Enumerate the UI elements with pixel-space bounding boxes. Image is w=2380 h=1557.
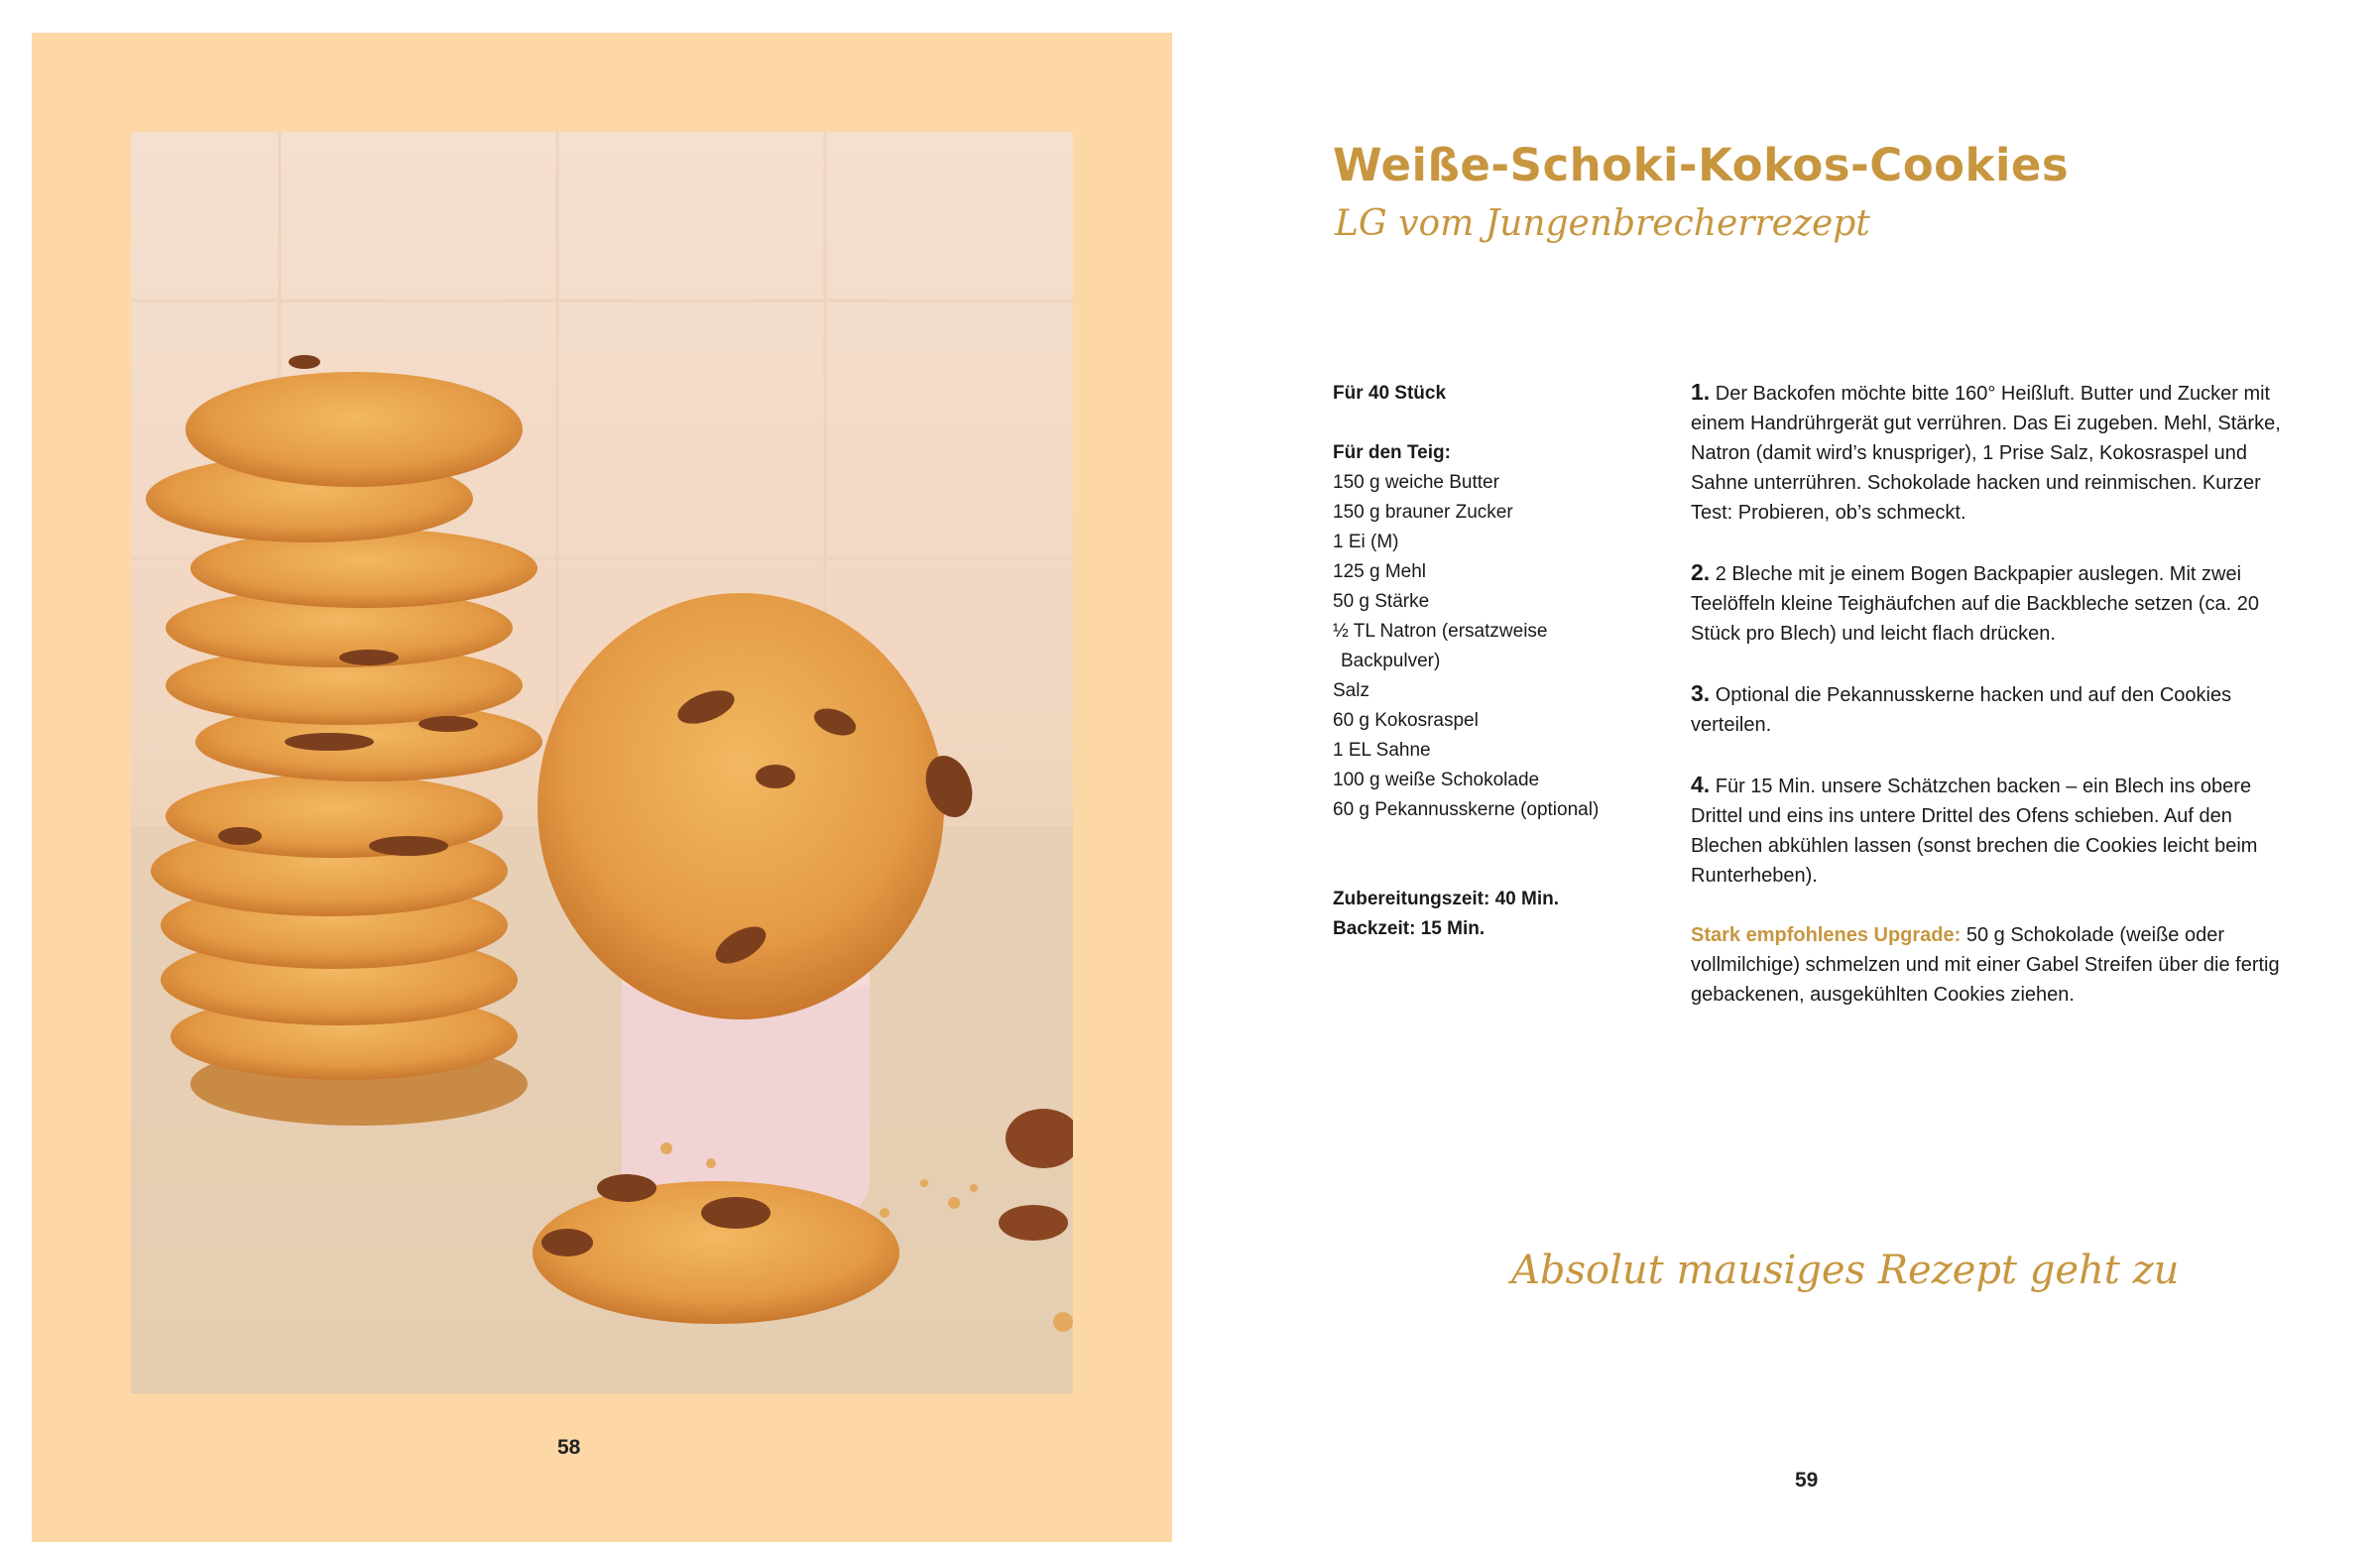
yield-line: Für 40 Stück xyxy=(1333,383,1447,404)
step-4 xyxy=(1691,770,2286,891)
ingredient-item: 60 g Kokosraspel xyxy=(1333,710,1479,731)
step-text: Der Backofen möchte bitte 160° Heißluft. Butter und Zucker mit einem Handrührgerät gut verrühren. Das Ei zugeben. Mehl, Stärke, Natron (damit wird’s knuspriger), 1 Prise Salz, Kokosraspel und Sahne unterrühren. Schokolade hacken und reinmischen. Kurzer Test: Probieren, ob’s schmeckt. xyxy=(1691,383,2281,524)
upgrade-tip xyxy=(1691,920,2286,1010)
ingredient-item: 100 g weiße Schokolade xyxy=(1333,770,1540,790)
ingredient-item: Backpulver) xyxy=(1341,651,1441,671)
instructions-column xyxy=(1691,377,2286,1039)
left-page xyxy=(32,33,1172,1542)
step-number: 2. xyxy=(1691,559,1711,585)
ingredient-list xyxy=(1333,468,1630,825)
ingredient-item: 50 g Stärke xyxy=(1333,591,1430,612)
step-number: 4. xyxy=(1691,772,1711,797)
upgrade-label: Stark empfohlenes Upgrade: xyxy=(1691,924,1962,946)
step-number: 3. xyxy=(1691,680,1711,706)
closing-note: Absolut mausiges Rezept geht zu xyxy=(1511,1248,2180,1293)
step-text: 2 Bleche mit je einem Bogen Backpapier auslegen. Mit zwei Teelöffeln kleine Teighäufchen auf die Backbleche setzen (ca. 20 Stück pro Blech) und leicht flach drücken. xyxy=(1691,563,2259,645)
cookie-photo xyxy=(131,132,1073,1393)
ingredient-item: Salz xyxy=(1333,680,1369,701)
step-number: 1. xyxy=(1691,379,1711,405)
step-2 xyxy=(1691,557,2286,649)
step-text: Optional die Pekannusskerne hacken und auf den Cookies verteilen. xyxy=(1691,684,2232,736)
ingredient-item: 150 g brauner Zucker xyxy=(1333,502,1513,523)
recipe-title: Weiße-Schoki-Kokos-Cookies xyxy=(1333,139,2070,191)
ingredient-item: ½ TL Natron (ersatzweise xyxy=(1333,621,1548,642)
recipe-subtitle: LG vom Jungenbrecherrezept xyxy=(1335,203,1870,244)
step-text: Für 15 Min. unsere Schätzchen backen – ein Blech ins obere Drittel und eins ins untere Drittel des Ofens schieben. Auf den Blechen abkühlen lassen (sonst brechen die Cookies leicht beim Runterheben). xyxy=(1691,776,2258,887)
step-1 xyxy=(1691,377,2286,528)
prep-time: Zubereitungszeit: 40 Min. xyxy=(1333,889,1560,909)
ingredients-column xyxy=(1333,379,1630,944)
ingredient-item: 150 g weiche Butter xyxy=(1333,472,1499,493)
page-number-left: 58 xyxy=(557,1436,581,1459)
bake-time: Backzeit: 15 Min. xyxy=(1333,918,1486,939)
dough-heading: Für den Teig: xyxy=(1333,442,1451,463)
page-number-right: 59 xyxy=(1795,1469,1819,1492)
ingredient-item: 1 EL Sahne xyxy=(1333,740,1431,761)
upgrade-text: 50 g Schokolade (weiße oder vollmilchige) schmelzen und mit einer Gabel Streifen über die fertig gebackenen, ausgekühlten Cookies ziehen. xyxy=(1691,924,2280,1006)
ingredient-item: 125 g Mehl xyxy=(1333,561,1427,582)
ingredient-item: 60 g Pekannusskerne (optional) xyxy=(1333,799,1600,820)
step-3 xyxy=(1691,678,2286,740)
ingredient-item: 1 Ei (M) xyxy=(1333,532,1399,552)
